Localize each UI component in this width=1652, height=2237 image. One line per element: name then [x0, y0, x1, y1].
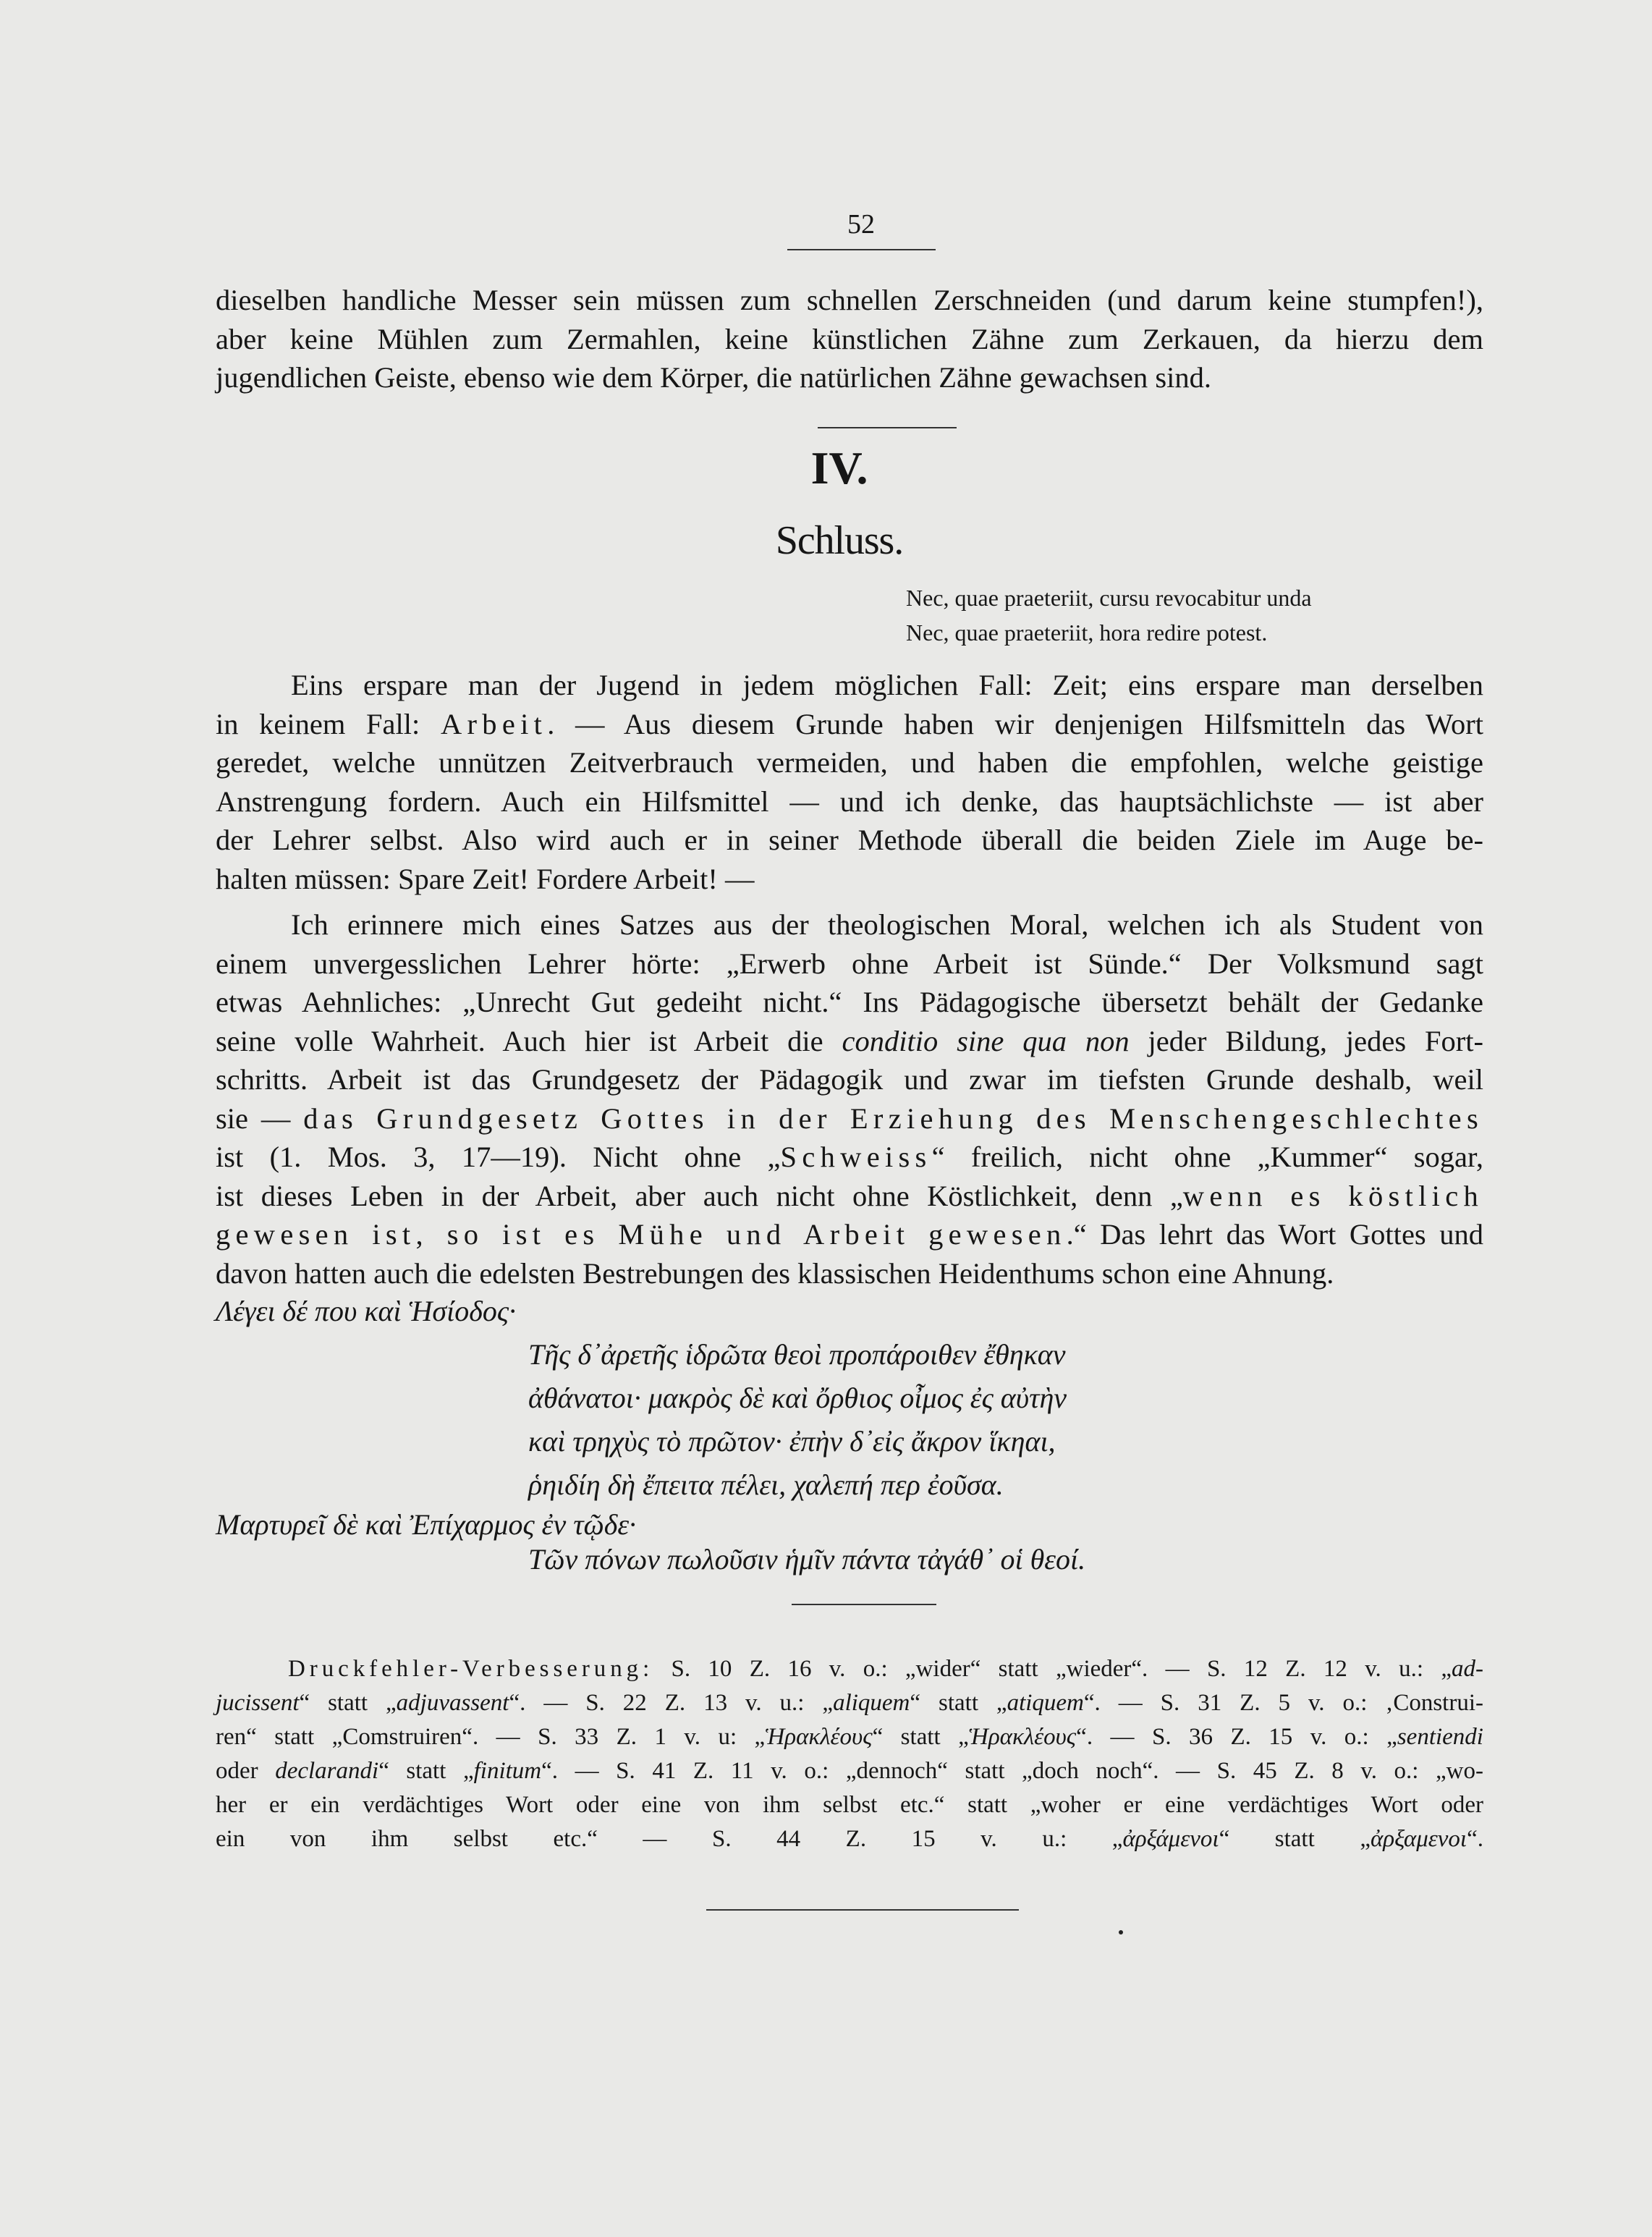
greek-intro: Μαρτυρεῖ δὲ καὶ Ἐπίχαρμος ἐν τῷδε· — [216, 1508, 637, 1541]
text-line: seine volle Wahrheit. Auch hier ist Arbeit die conditio sine qua non jeder Bildung, jedes Fort- — [216, 1024, 1483, 1057]
errata — [216, 1652, 1483, 1856]
text-line: davon hatten auch die edelsten Bestrebungen des klassischen Heidenthums schon eine Ahnung. — [216, 1256, 1334, 1290]
text-line: ist (1. Mos. 3, 17—19). Nicht ohne „Schweiss“ freilich, nicht ohne „Kummer“ sogar, — [216, 1141, 1483, 1173]
greek-verse: ἀθάνατοι· μακρὸς δὲ καὶ ὄρθιος οἶμος ἐς αὐτὴν — [528, 1382, 1067, 1414]
section-rule — [818, 427, 957, 428]
errata-line: jucissent“ statt „adjuvassent“. — S. 22 Z. 13 v. u.: „aliquem“ statt „atiquem“. — S. 31 Z. 5 v. o.: ‚Construi- — [216, 1690, 1483, 1716]
greek-verse: ῥηιδίη δὴ ἔπειτα πέλει, χαλεπή περ ἐοῦσα. — [528, 1468, 1004, 1501]
text-line: jugendlichen Geiste, ebenso wie dem Körper, die natürlichen Zähne gewachsen sind. — [216, 361, 1212, 394]
section-title: Schluss. — [775, 518, 904, 563]
greek-verse: Τῶν πόνων πωλοῦσιν ἡμῖν πάντα τἀγάθ᾽ οἱ θεοί. — [528, 1543, 1086, 1576]
text-line: Ich erinnere mich eines Satzes aus der theologischen Moral, welchen ich als Student von — [291, 908, 1483, 941]
greek-verse: Τῆς δ᾽ἀρετῆς ἱδρῶτα θεοὶ προπάροιθεν ἔθηκαν — [528, 1338, 1066, 1371]
errata-line: Druckfehler-Verbesserung: S. 10 Z. 16 v. o.: „wider“ statt „wieder“. — S. 12 Z. 12 v. u.: „ad- — [288, 1656, 1484, 1682]
errata-line: oder declarandi“ statt „finitum“. — S. 41 Z. 11 v. o.: „dennoch“ statt „doch noch“. — S. 45 Z. 8 v. o.: „wo- — [216, 1758, 1483, 1784]
greek-verse: καὶ τρηχὺς τὸ πρῶτον· ἐπὴν δ᾽εἰς ἄκρον ἵκηαι, — [528, 1425, 1056, 1458]
text-line: Anstrengung fordern. Auch ein Hilfsmittel — und ich denke, das hauptsächlichste — ist aber — [216, 785, 1483, 818]
greek-intro: Λέγει δέ που καὶ Ἡσίοδος· — [216, 1295, 517, 1327]
errata-line: her er ein verdächtiges Wort oder eine von ihm selbst etc.“ statt „woher er eine verdächtiges Wort oder — [216, 1792, 1483, 1818]
text-line: gewesen ist, so ist es Mühe und Arbeit gewesen.“ Das lehrt das Wort Gottes und — [216, 1218, 1483, 1251]
text-line: etwas Aehnliches: „Unrecht Gut gedeiht nicht.“ Ins Pädagogische übersetzt behält der Gedanke — [216, 986, 1483, 1018]
text-line: ist dieses Leben in der Arbeit, aber auch nicht ohne Köstlichkeit, denn „wenn es köstlich — [216, 1179, 1483, 1212]
ink-dot — [1119, 1930, 1123, 1934]
paragraph-2 — [216, 905, 1483, 1293]
errata-line: ren“ statt „Comstruiren“. — S. 33 Z. 1 v. u: „Ἡρακλέους“ statt „Ἡρακλέους“. — S. 36 Z. 15 v. o.: „sentiendi — [216, 1724, 1483, 1750]
errata-line: ein von ihm selbst etc.“ — S. 44 Z. 15 v. u.: „ἀρξάμενοι“ statt „ἀρξαμενοι“. — [216, 1826, 1483, 1852]
text-line: in keinem Fall: Arbeit. — Aus diesem Grunde haben wir denjenigen Hilfsmitteln das Wort — [216, 707, 1483, 740]
text-line: sie — das Grundgesetz Gottes in der Erziehung des Menschengeschlechtes — [216, 1101, 1483, 1135]
page-end-rule — [706, 1909, 1019, 1911]
paragraph-1 — [216, 666, 1483, 898]
text-line: halten müssen: Spare Zeit! Fordere Arbeit! — — [216, 862, 755, 895]
page-number-rule — [787, 249, 936, 250]
section-end-rule — [792, 1604, 936, 1605]
text-line: einem unvergesslichen Lehrer hörte: „Erwerb ohne Arbeit ist Sünde.“ Der Volksmund sagt — [216, 947, 1483, 980]
motto-line: Nec, quae praeteriit, hora redire potest. — [906, 619, 1268, 646]
text-line: Eins erspare man der Jugend in jedem möglichen Fall: Zeit; eins erspare man derselben — [291, 669, 1483, 701]
text-line: geredet, welche unnützen Zeitverbrauch vermeiden, und haben die empfohlen, welche geistige — [216, 746, 1483, 779]
text-line: dieselben handliche Messer sein müssen zum schnellen Zerschneiden (und darum keine stumpfen!), — [216, 284, 1483, 316]
page-number: 52 — [847, 209, 875, 240]
text-line: schritts. Arbeit ist das Grundgesetz der Pädagogik und zwar im tiefsten Grunde deshalb, weil — [216, 1063, 1483, 1096]
text-line: aber keine Mühlen zum Zermahlen, keine künstlichen Zähne zum Zerkauen, da hierzu dem — [216, 322, 1483, 355]
section-number: IV. — [810, 442, 868, 494]
paragraph-top — [216, 281, 1483, 397]
motto-line: Nec, quae praeteriit, cursu revocabitur unda — [906, 585, 1312, 611]
text-line: der Lehrer selbst. Also wird auch er in seiner Methode überall die beiden Ziele im Auge be- — [216, 824, 1483, 856]
